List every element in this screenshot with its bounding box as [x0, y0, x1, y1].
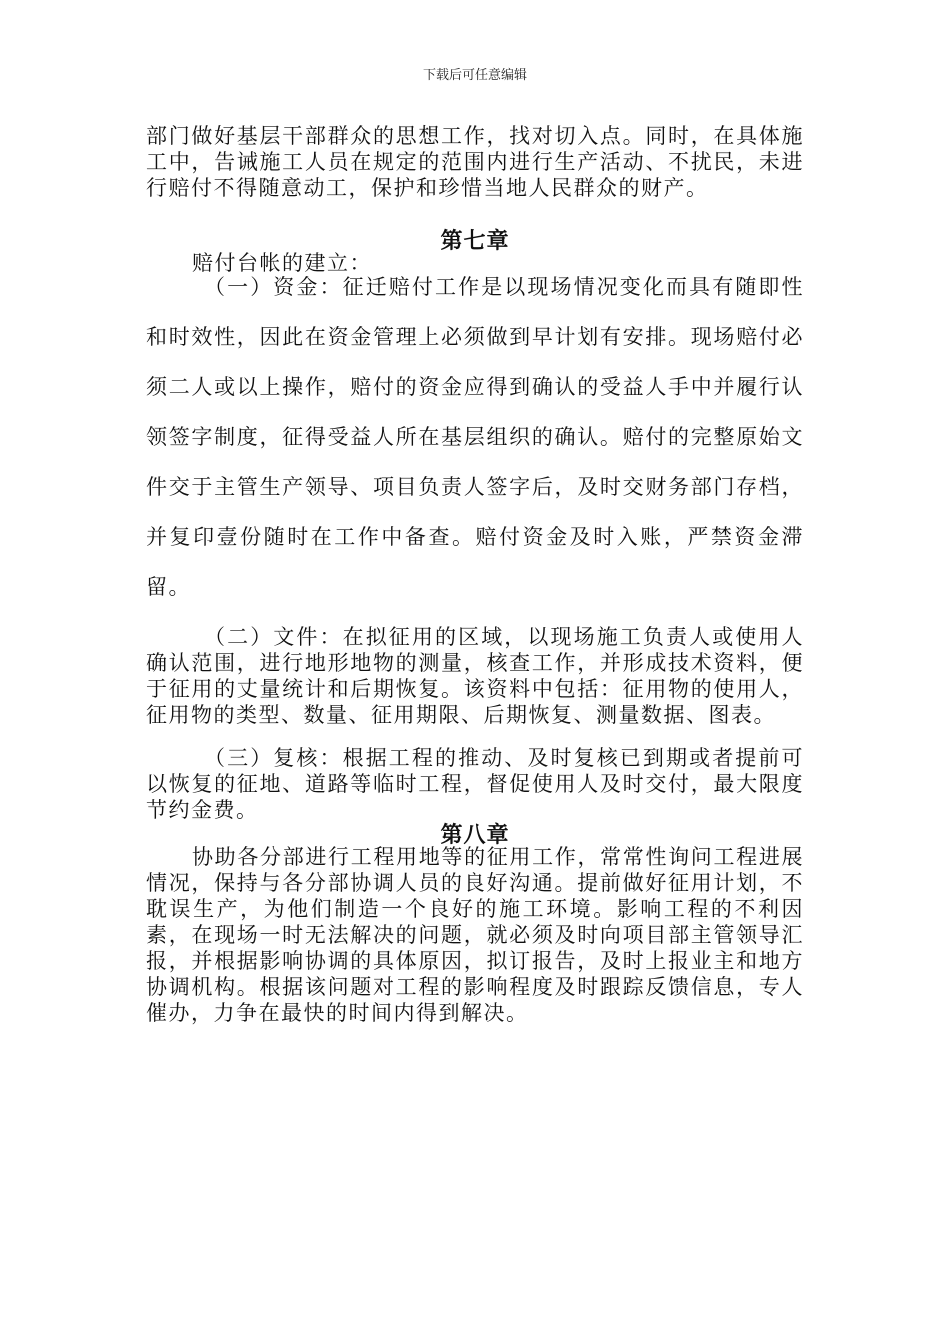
item-review-paragraph: （三）复核：根据工程的推动、及时复核已到期或者提前可以恢复的征地、道路等临时工程，督促使用人及时交付，最大限度节约金费。 — [146, 746, 804, 822]
item-funds-paragraph: （一）资金：征迁赔付工作是以现场情况变化而具有随即性和时效性，因此在资金管理上必须做到早计划有安排。现场赔付必须二人或以上操作，赔付的资金应得到确认的受益人手中并履行认领签字制度，征得受益人所在基层组织的确认。赔付的完整原始文件交于主管生产领导、项目负责人签字后，及时交财务部门存档，并复印壹份随时在工作中备查。赔付资金及时入账，严禁资金滞留。 — [146, 275, 804, 599]
ledger-title: 赔付台帐的建立： — [192, 251, 372, 275]
chapter-eight-heading: 第八章 — [440, 822, 510, 848]
chapter-eight-paragraph: 协助各分部进行工程用地等的征用工作，常常性询问工程进展情况，保持与各分部协调人员的良好沟通。提前做好征用计划，不耽误生产，为他们制造一个良好的施工环境。影响工程的不利因素，在现场一时无法解决的问题，就必须及时向项目部主管领导汇报，并根据影响协调的具体原因，拟订报告，及时上报业主和地方协调机构。根据该问题对工程的影响程度及时跟踪反馈信息，专人催办，力争在最快的时间内得到解决。 — [146, 845, 804, 1025]
item-documents-paragraph: （二）文件：在拟征用的区域，以现场施工负责人或使用人确认范围，进行地形地物的测量，核查工作，并形成技术资料，便于征用的丈量统计和后期恢复。该资料中包括：征用物的使用人，征用物的类型、数量、征用期限、后期恢复、测量数据、图表。 — [146, 625, 804, 727]
chapter-seven-heading: 第七章 — [440, 228, 510, 254]
page-header: 下载后可任意编辑 — [422, 68, 527, 83]
intro-paragraph: 部门做好基层干部群众的思想工作，找对切入点。同时，在具体施工中，告诫施工人员在规定的范围内进行生产活动、不扰民，未进行赔付不得随意动工，保护和珍惜当地人民群众的财产。 — [146, 124, 804, 200]
